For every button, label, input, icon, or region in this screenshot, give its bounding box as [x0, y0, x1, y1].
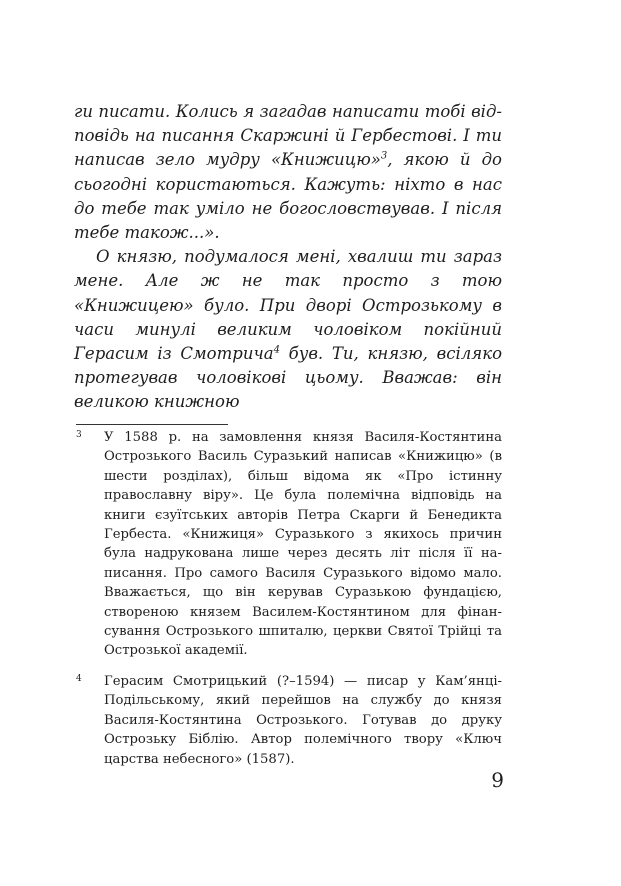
paragraph [74, 100, 502, 245]
footnote-reference: 3 [380, 150, 388, 162]
footnote [76, 672, 502, 769]
footnotes [76, 428, 502, 780]
footnote-number: 4 [76, 673, 82, 684]
page-number: 9 [491, 768, 504, 792]
main-text [74, 100, 502, 415]
footnote [76, 428, 502, 661]
footnote-text: Герасим Смотрицький (?–1594) — писар у Кам’янці-Подільському, який перейшов на службу до князя Василя-Костянтина Острозького. Готував до друку Острозьку Біблію. Автор полемічного твору «Ключ царства небесного» (1587). [104, 673, 502, 767]
paragraph-text: О князю, подумалося мені, хвалиш ти зараз мене. Але ж не так просто з тою «Книжицею» було. При дворі Острозькому в часи минулі великим чоловіком покійний Герасим із Смотрича [74, 247, 502, 364]
footnote-text: У 1588 р. на замовлення князя Василя-Костянтина Острозького Василь Суразький написав «Книжицю» (в шести розділах), більш відома як «Про істинну православну віру». Це була полемічна відповідь на книги єзуїтських авторів Петра Скарги й Бенедикта Гербеста. «Книжиця» Суразького з якихось причин була надрукована лише через десять літ після її написання. Про самого Василя Суразького відомо мало. Вважається, що він керував Суразькою фундацією, створеною князем Василем-Костянтином для фінансування Острозького шпиталю, церкви Святої Трійці та Острозької академії. [104, 430, 502, 659]
paragraph-text: був. Ти, князю, всіляко протегував чоловікові цьому. Вважав: він великою книжною [74, 344, 502, 412]
footnote-divider [76, 424, 228, 425]
footnote-number: 3 [76, 430, 82, 440]
paragraph-text: ги писати. Колись я загадав написати тобі відповідь на писання Скаржині й Гербестові. І ти написав зело мудру «Книжицю» [74, 102, 502, 170]
paragraph-text: , якою й до сьогодні користаються. Кажуть: ніхто в нас до тебе так уміло не богословствував. І після тебе також...». [74, 150, 502, 243]
footnote-reference: 4 [273, 344, 280, 356]
paragraph [74, 245, 502, 414]
